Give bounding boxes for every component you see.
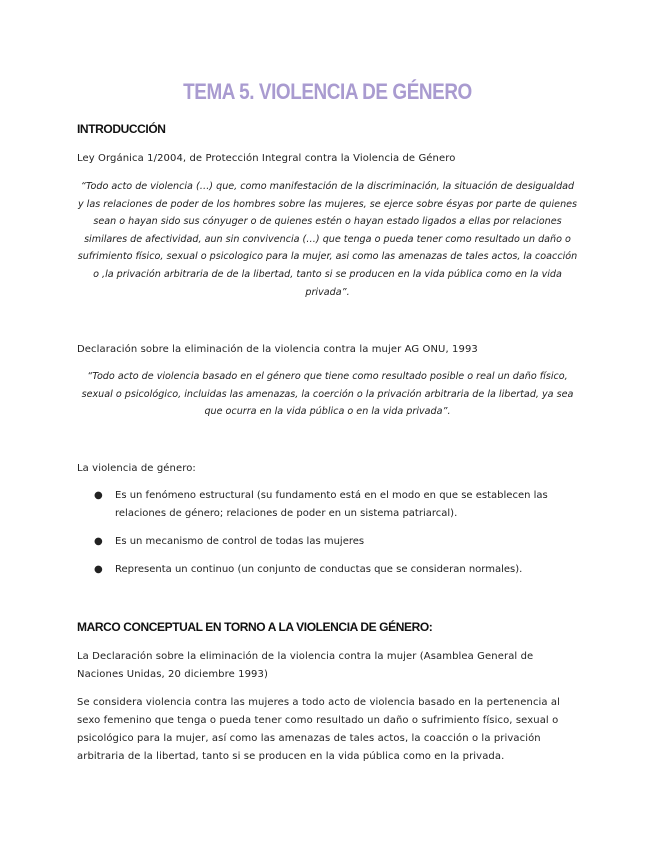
list-item-text: Es un fenómeno estructural (su fundamento está en el modo en que se establecen las relaciones de género; relaciones de poder en un sistema patriarcal). — [115, 490, 548, 519]
law-reference: Ley Orgánica 1/2004, de Protección Integral contra la Violencia de Género — [77, 153, 456, 164]
gender-violence-label: La violencia de género: — [77, 463, 196, 474]
list-item-text: Representa un continuo (un conjunto de conductas que se consideran normales). — [115, 564, 523, 575]
characteristics-list — [77, 487, 577, 589]
law-quote: “Todo acto de violencia (…) que, como manifestación de la discriminación, la situación de desigualdad y las relaciones de poder de los hombres sobre las mujeres, se ejerce sobre ésyas por parte de quienes sean o hayan sido sus cónyuger o de quienes estén o hayan estado ligados a ellas por relaciones similares de afectividad, aun sin convivencia (…) que tenga o pueda tener como resultado un daño o sufrimiento físico, sexual o psicologico para la mujer, asi como las amenazas de tales actos, la coacción o ,la privación arbitraria de de la libertad, tanto si se producen en la vida pública como en la vida privada”. — [77, 181, 578, 298]
framework-source: La Declaración sobre la eliminación de la violencia contra la mujer (Asamblea General de Naciones Unidas, 20 diciembre 1993) — [77, 651, 534, 680]
page-title: TEMA 5. VIOLENCIA DE GÉNERO — [183, 79, 472, 104]
list-item — [77, 561, 577, 579]
list-item-text: Es un mecanismo de control de todas las mujeres — [115, 536, 365, 547]
section-heading-framework: MARCO CONCEPTUAL EN TORNO A LA VIOLENCIA DE GÉNERO: — [77, 620, 433, 634]
section-heading-introduction: INTRODUCCIÓN — [77, 122, 166, 136]
declaration-reference: Declaración sobre la eliminación de la violencia contra la mujer AG ONU, 1993 — [77, 344, 478, 355]
framework-definition: Se considera violencia contra las mujeres a todo acto de violencia basado en la pertenencia al sexo femenino que tenga o pueda tener como resultado un daño o sufrimiento físico, sexual o psicológico para la mujer, así como las amenazas de tales actos, la coacción o la privación arbitraria de la libertad, tanto si se producen en la vida pública como en la privada. — [77, 697, 561, 762]
bullet-icon: ● — [94, 490, 103, 501]
list-item — [77, 533, 577, 551]
declaration-quote: “Todo acto de violencia basado en el género que tiene como resultado posible o real un daño físico, sexual o psicológico, incluidas las amenazas, la coerción o la privación arbitraria de la libertad, ya sea que ocurra en la vida pública o en la vida privada”. — [81, 371, 574, 418]
bullet-icon: ● — [94, 536, 103, 547]
bullet-icon: ● — [94, 564, 103, 575]
list-item — [77, 487, 577, 523]
